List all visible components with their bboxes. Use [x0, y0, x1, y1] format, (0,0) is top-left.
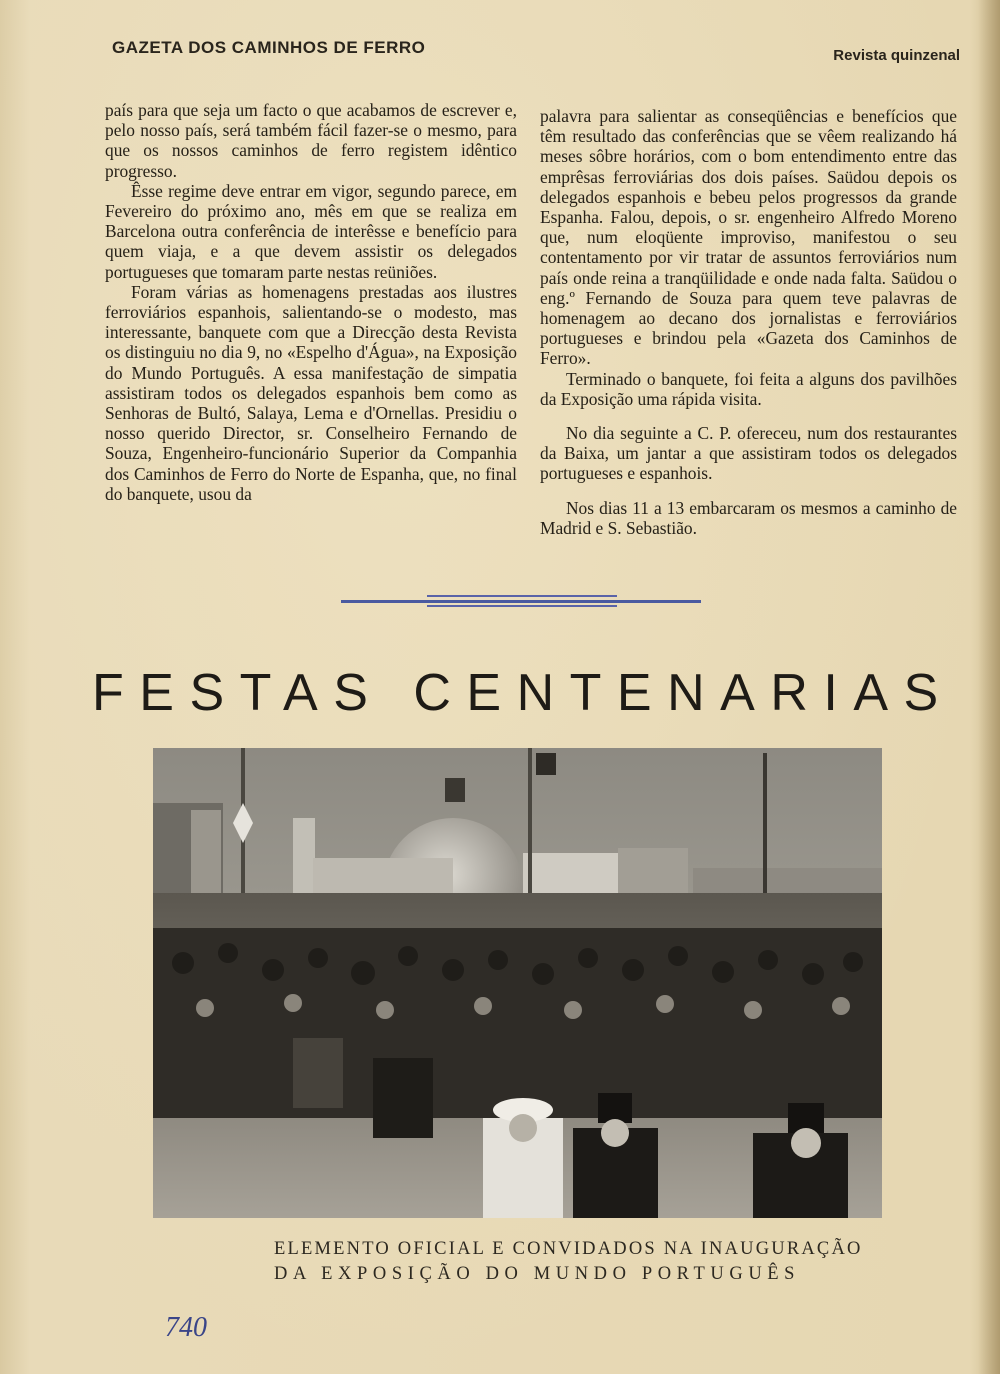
article-right-column: [540, 106, 957, 538]
page-number: 740: [165, 1312, 207, 1343]
paragraph: Êsse regime deve entrar em vigor, segundo parece, em Fevereiro do próximo ano, mês em que se realiza em Barcelona outra conferência de interêsse e benefício para quem viaja, e a que devem assistir os delegados portugueses que tomaram parte nestas reüniões.: [105, 180, 517, 282]
crowd-photo-illustration: [153, 748, 882, 1218]
decorative-rule: [427, 595, 617, 597]
publication-header: GAZETA DOS CAMINHOS DE FERRO: [112, 38, 426, 57]
publication-subtitle: Revista quinzenal: [833, 47, 960, 64]
page-spine-shadow: [978, 0, 1000, 1374]
decorative-rule: [341, 600, 701, 603]
section-title: FESTAS CENTENARIAS: [92, 664, 954, 722]
article-left-column: [105, 100, 517, 504]
photo-caption-line-2: DA EXPOSIÇÃO DO MUNDO PORTUGUÊS: [274, 1264, 801, 1284]
photo-caption-line-1: ELEMENTO OFICIAL E CONVIDADOS NA INAUGURAÇÃO: [274, 1239, 863, 1259]
exhibition-photograph: [153, 748, 882, 1218]
decorative-rule: [427, 605, 617, 607]
paragraph: No dia seguinte a C. P. ofereceu, num dos restaurantes da Baixa, um jantar a que assistiram todos os delegados portugueses e espanhois.: [540, 423, 957, 484]
paragraph: Terminado o banquete, foi feita a alguns dos pavilhões da Exposição uma rápida visita.: [540, 368, 957, 409]
paragraph: Foram várias as homenagens prestadas aos ilustres ferroviários espanhois, salientando-se o modesto, mas interessante, banquete com que a Direcção desta Revista os distinguiu no dia 9, no «Espelho d'Água», na Exposição do Mundo Português. A essa manifestação de simpatia assistiram todos os delegados espanhois bem como as Senhoras de Bultó, Salaya, Lema e d'Ornellas. Presidiu o nosso querido Director, sr. Conselheiro Fernando de Souza, Engenheiro-funcionário Superior da Companhia dos Caminhos de Ferro do Norte de Espanha, que, no final do banquete, usou da: [105, 281, 517, 504]
paragraph: Nos dias 11 a 13 embarcaram os mesmos a caminho de Madrid e S. Sebastião.: [540, 497, 957, 538]
paragraph: palavra para salientar as conseqüências e benefícios que têm resultado das conferências que se vêem realizando há meses sôbre horários, com o bom entendimento entre das emprêsas ferroviárias dos dois países. Saüdou depois os delegados espanhois e bebeu pelos progressos da grande Espanha. Falou, depois, o sr. engenheiro Alfredo Moreno que, num eloqüente improviso, manifestou o seu contentamento por vir tratar de assuntos ferroviários num país onde reina a tranqüilidade e onde nada falta. Saüdou o eng.º Fernando de Souza para quem teve palavras de homenagem ao decano dos jornalistas e ferroviários portugueses e brindou pela «Gazeta dos Caminhos de Ferro».: [540, 106, 957, 369]
paragraph: país para que seja um facto o que acabamos de escrever e, pelo nosso país, será também fácil fazer-se o mesmo, para que os nossos caminhos de ferro registem idêntico progresso.: [105, 100, 517, 181]
